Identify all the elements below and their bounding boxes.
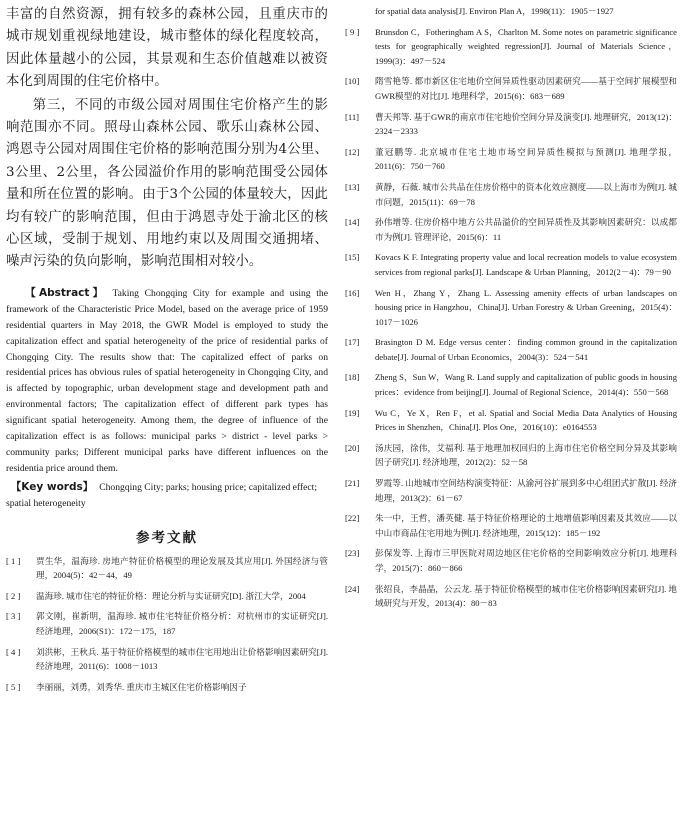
reference-number: [18] (345, 372, 360, 383)
body-paragraph: 第三，不同的市级公园对周围住宅价格产生的影响范围亦不同。照母山森林公园、歌乐山森林公园、鸿恩寺公园对周围住宅价格的影响范围分别为4公里、3公里、2公里，各公园溢价作用的影响范围受公园体量和所在位置的影响。由于3个公园的体量较大，因此均有较广的影响范围，但由于鸿恩寺处于渝北区的核心区域，受制于规划、用地约束以及周围交通拥堵、噪声污染的负向影响，影响范围相对较小。 (6, 97, 328, 270)
reference-number: [23] (345, 548, 360, 559)
reference-item (345, 476, 677, 505)
reference-item (345, 4, 677, 19)
reference-text: Wen H，Zhang Y，Zhang L. Assessing amenity effects of urban landscapes on housing price in Hangzhou，China[J]. Urban Forestry & Urban Greening，2015(4)：1017－1026 (375, 287, 677, 327)
reference-text: 曹天邦等. 基于GWR的南京市住宅地价空间分异及演变[J]. 地理研究，2013(12)：2324－2333 (375, 111, 677, 137)
reference-text: 黄静，石薇. 城市公共品在住房价格中的资本化效应测度——以上海市为例[J]. 城市问题，2015(11)：69－78 (375, 181, 677, 207)
left-column (6, 4, 328, 700)
reference-item (345, 74, 677, 103)
reference-number: [ 5 ] (6, 681, 21, 692)
right-column (345, 4, 677, 617)
reference-number: [16] (345, 287, 360, 298)
reference-number: [ 4 ] (6, 646, 21, 657)
keywords (6, 480, 328, 512)
reference-item (6, 554, 328, 583)
reference-text: Wu C，Ye X，Ren F，et al. Spatial and Social Media Data Analytics of Housing Prices in Shenzhen，China[J]. Plos One，2016(10)：e0164553 (375, 407, 677, 433)
reference-item (345, 441, 677, 470)
reference-text: Zheng S，Sun W，Wang R. Land supply and capitalization of public goods in housing prices：evidence from beijing[J]. Journal of Regional Science，2014(4)：550－568 (375, 372, 677, 398)
reference-item (345, 582, 677, 611)
abstract-text: Taking Chongqing City for example and using the framework of the Characteristic Price Model, based on the average price of 1959 residential quarters in May 2018, the GWR Model is employed to study the capitalization effect and spatial heterogeneity of the price of residential parks of Chongqing City. The results show that: The capitalized effect of parks on residential prices has obvious rules of spatial heterogeneity in Chongqing City, and is affected by topographic, urban development stage and development path and environmental factors; The capitalization effect of different park types has significant spatial heterogeneity. Among them, the degree of influence of the capitalization effect is as follows: municipal parks > district - level parks > community parks; Different municipal parks have different influences on the residentia price around them. (6, 287, 328, 474)
reference-number: [ 1 ] (6, 555, 21, 566)
references-left-list (6, 554, 328, 695)
reference-text: Brasington D M. Edge versus center：finding common ground in the capitalization debate[J]. Journal of Urban Economics，2004(3)：524－541 (375, 337, 677, 362)
reference-number: [24] (345, 583, 360, 594)
reference-number: [20] (345, 442, 360, 453)
reference-item (345, 250, 677, 279)
reference-item (345, 180, 677, 209)
reference-text: 张绍良，李晶晶，公云龙. 基于特征价格模型的城市住宅价格影响因素研究[J]. 地域研究与开发，2013(4)：80－83 (375, 583, 677, 609)
reference-item (345, 370, 677, 399)
reference-item (6, 645, 328, 674)
reference-item (345, 286, 677, 330)
references-heading: 参考文献 (136, 529, 198, 546)
reference-text: 李丽丽，刘勇，刘秀华. 重庆市主城区住宅价格影响因子 (36, 681, 247, 692)
reference-number: [15] (345, 252, 360, 263)
reference-text: 郭文刚，崔新明，温海珍. 城市住宅特征价格分析：对杭州市的实证研究[J]. 经济地理，2006(S1)：172－175，187 (36, 611, 328, 636)
reference-number: [22] (345, 513, 360, 524)
reference-item (345, 25, 677, 69)
reference-item (345, 335, 677, 364)
reference-text: Brunsdon C，Fotheringham A S，Charlton M. Some notes on parametric significance tests for geographically weighted regression[J]. Journal of Materials Science，1999(3)：497－524 (375, 26, 677, 66)
reference-item (345, 406, 677, 435)
body-paragraph: 丰富的自然资源，拥有较多的森林公园，且重庆市的城市规划重视绿地建设，城市整体的绿化程度较高，因此体量越小的公园，其景观和生态价值越难以被资本化到周围的住宅价格中。 (6, 7, 328, 90)
reference-number: [ 2 ] (6, 590, 21, 601)
keywords-label: 【Key words】 (10, 480, 94, 493)
reference-text: 温海珍. 城市住宅的特征价格：理论分析与实证研究[D]. 浙江大学，2004 (36, 590, 306, 601)
reference-number: [21] (345, 478, 360, 489)
abstract (6, 286, 328, 477)
reference-number: [17] (345, 337, 360, 348)
references-right-list (345, 4, 677, 611)
reference-text: 刘洪彬，王秋兵. 基于特征价格模型的城市住宅用地出让价格影响因素研究[J]. 经济地理，2011(6)：1008－1013 (36, 646, 328, 672)
reference-text: 彭保发等. 上海市三甲医院对周边地区住宅价格的空间影响效应分析[J]. 地理科学，2015(7)：860－866 (375, 548, 677, 573)
reference-text: for spatial data analysis[J]. Environ Plan A，1998(11)：1905－1927 (375, 6, 614, 16)
reference-item (6, 609, 328, 638)
reference-item (6, 680, 328, 695)
keywords-text: Chongqing City; parks; housing price; capitalized effect; spatial heterogeneity (6, 481, 317, 509)
reference-text: 隋雪艳等. 都市新区住宅地价空间异质性驱动因素研究——基于空间扩展模型和GWR模型的对比[J]. 地理科学，2015(6)：683－689 (375, 76, 677, 101)
reference-number: [14] (345, 217, 360, 228)
reference-number: [13] (345, 181, 360, 192)
reference-item (345, 511, 677, 540)
reference-text: Kovacs K F. Integrating property value and local recreation models to value ecosystem services from regional parks[J]. Landscape & Urban Planning，2012(2－4)：79－90 (375, 252, 677, 277)
reference-item (345, 145, 677, 174)
reference-number: [ 9 ] (345, 26, 360, 37)
abstract-label: 【Abstract】 (25, 286, 107, 299)
reference-text: 孙伟增等. 住房价格中地方公共品溢价的空间异质性及其影响因素研究：以成都市为例[J]. 管理评论，2015(6)：11 (375, 217, 677, 242)
reference-item (6, 589, 328, 604)
reference-number: [10] (345, 76, 360, 87)
reference-text: 罗霞等. 山地城市空间结构演变特征：从渝河谷扩展到多中心组团式扩散[J]. 经济地理，2013(2)：61－67 (375, 478, 677, 503)
reference-item (345, 110, 677, 139)
reference-item (345, 546, 677, 575)
reference-number: [12] (345, 146, 360, 157)
reference-number: [19] (345, 407, 360, 418)
reference-text: 董冠鹏等. 北京城市住宅土地市场空间异质性模拟与预测[J]. 地理学报，2011(6)：750－760 (375, 146, 677, 172)
reference-number: [11] (345, 111, 359, 122)
reference-text: 贾生华，温海珍. 房地产特征价格模型的理论发展及其应用[J]. 外国经济与管理，2004(5)：42－44，49 (36, 555, 328, 581)
reference-item (345, 215, 677, 244)
reference-text: 汤庆园，徐伟，艾福利. 基于地理加权回归的上海市住宅价格空间分异及其影响因子研究[J]. 经济地理，2012(2)：52－58 (375, 442, 677, 468)
reference-text: 朱一中，王哲，潘英健. 基于特征价格理论的土地增值影响因素及其效应——以中山市商品住宅用地为例[J]. 经济地理，2015(12)：185－192 (375, 513, 677, 538)
reference-number: [ 3 ] (6, 611, 21, 622)
